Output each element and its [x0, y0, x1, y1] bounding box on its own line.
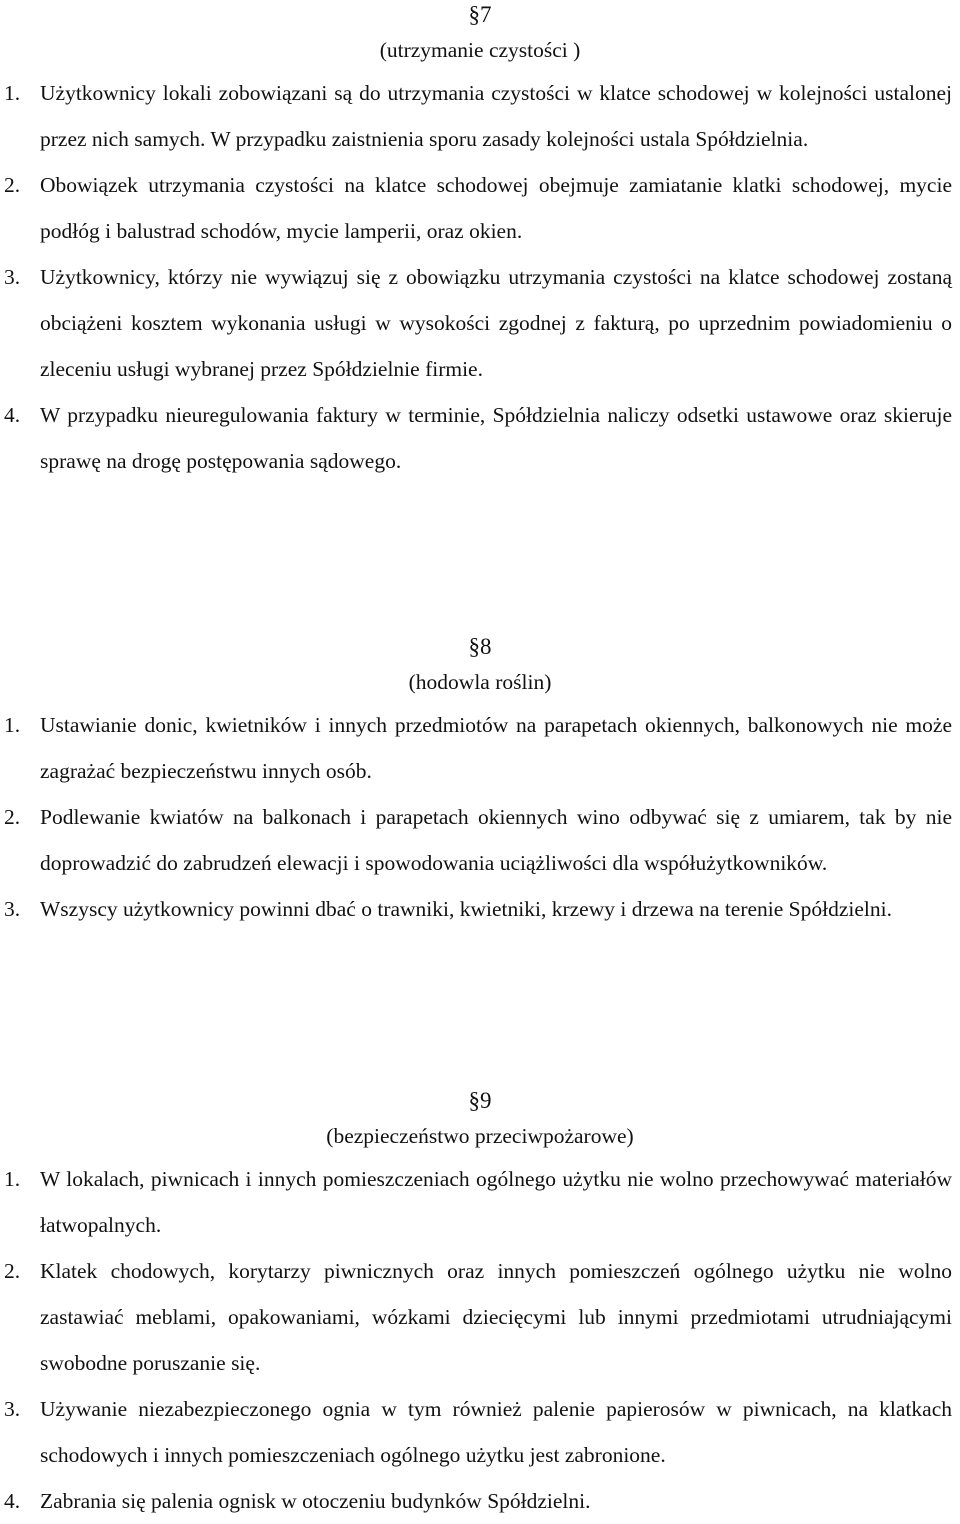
- item-number: 3.: [4, 265, 21, 289]
- item-text: Ustawianie donic, kwietników i innych przedmiotów na parapetach okiennych, balkonowych nie może zagrażać bezpieczeństwu innych osób.: [40, 713, 952, 783]
- item-text: Użytkownicy, którzy nie wywiązuj się z obowiązku utrzymania czystości na klatce schodowej zostaną obciążeni kosztem wykonania usługi w wysokości zgodnej z fakturą, po uprzednim powiadomieniu o zleceniu usługi wybranej przez Spółdzielnie firmie.: [40, 265, 952, 381]
- section-number: §8: [468, 634, 492, 659]
- item-number: 2.: [4, 1259, 21, 1283]
- section-title: (hodowla roślin): [408, 670, 552, 694]
- item-number: 4.: [4, 1489, 21, 1513]
- section-7: [0, 0, 960, 484]
- item-number: 4.: [4, 403, 21, 427]
- section-8: [0, 632, 960, 932]
- list-item: [0, 702, 960, 794]
- item-number: 3.: [4, 1397, 21, 1421]
- list-item: [0, 1248, 960, 1386]
- list-item: [0, 392, 960, 484]
- list-item: [0, 794, 960, 886]
- item-text: W lokalach, piwnicach i innych pomieszczeniach ogólnego użytku nie wolno przechowywać materiałów łatwopalnych.: [40, 1167, 952, 1237]
- item-text: Podlewanie kwiatów na balkonach i parapetach okiennych wino odbywać się z umiarem, tak by nie doprowadzić do zabrudzeń elewacji i spowodowania uciążliwości dla współużytkowników.: [40, 805, 952, 875]
- section-title: (bezpieczeństwo przeciwpożarowe): [326, 1124, 634, 1148]
- list-item: [0, 1156, 960, 1248]
- item-number: 3.: [4, 897, 21, 921]
- item-text: Obowiązek utrzymania czystości na klatce schodowej obejmuje zamiatanie klatki schodowej, mycie podłóg i balustrad schodów, mycie lamperii, oraz okien.: [40, 173, 952, 243]
- section-title: (utrzymanie czystości ): [379, 38, 581, 62]
- list-item: [0, 1386, 960, 1478]
- list-item: [0, 162, 960, 254]
- list-item: [0, 254, 960, 392]
- section-9: [0, 1086, 960, 1524]
- list-item: [0, 70, 960, 162]
- item-text: Zabrania się palenia ognisk w otoczeniu budynków Spółdzielni.: [40, 1489, 591, 1513]
- item-number: 1.: [4, 81, 21, 105]
- item-text: Używanie niezabezpieczonego ognia w tym również palenie papierosów w piwnicach, na klatkach schodowych i innych pomieszczeniach ogólnego użytku jest zabronione.: [40, 1397, 952, 1467]
- section-number: §7: [468, 2, 492, 27]
- list-item: [0, 886, 960, 932]
- item-number: 1.: [4, 713, 21, 737]
- section-number: §9: [468, 1088, 492, 1113]
- item-text: Klatek chodowych, korytarzy piwnicznych oraz innych pomieszczeń ogólnego użytku nie wolno zastawiać meblami, opakowaniami, wózkami dziecięcymi lub innymi przedmiotami utrudniającymi swobodne poruszanie się.: [40, 1259, 952, 1375]
- item-text: Wszyscy użytkownicy powinni dbać o trawniki, kwietniki, krzewy i drzewa na terenie Spółdzielni.: [40, 897, 892, 921]
- list-item: [0, 1478, 960, 1524]
- item-text: Użytkownicy lokali zobowiązani są do utrzymania czystości w klatce schodowej w kolejności ustalonej przez nich samych. W przypadku zaistnienia sporu zasady kolejności ustala Spółdzielnia.: [40, 81, 952, 151]
- item-text: W przypadku nieuregulowania faktury w terminie, Spółdzielnia naliczy odsetki ustawowe oraz skieruje sprawę na drogę postępowania sądowego.: [40, 403, 952, 473]
- item-number: 1.: [4, 1167, 21, 1191]
- item-number: 2.: [4, 805, 21, 829]
- item-number: 2.: [4, 173, 21, 197]
